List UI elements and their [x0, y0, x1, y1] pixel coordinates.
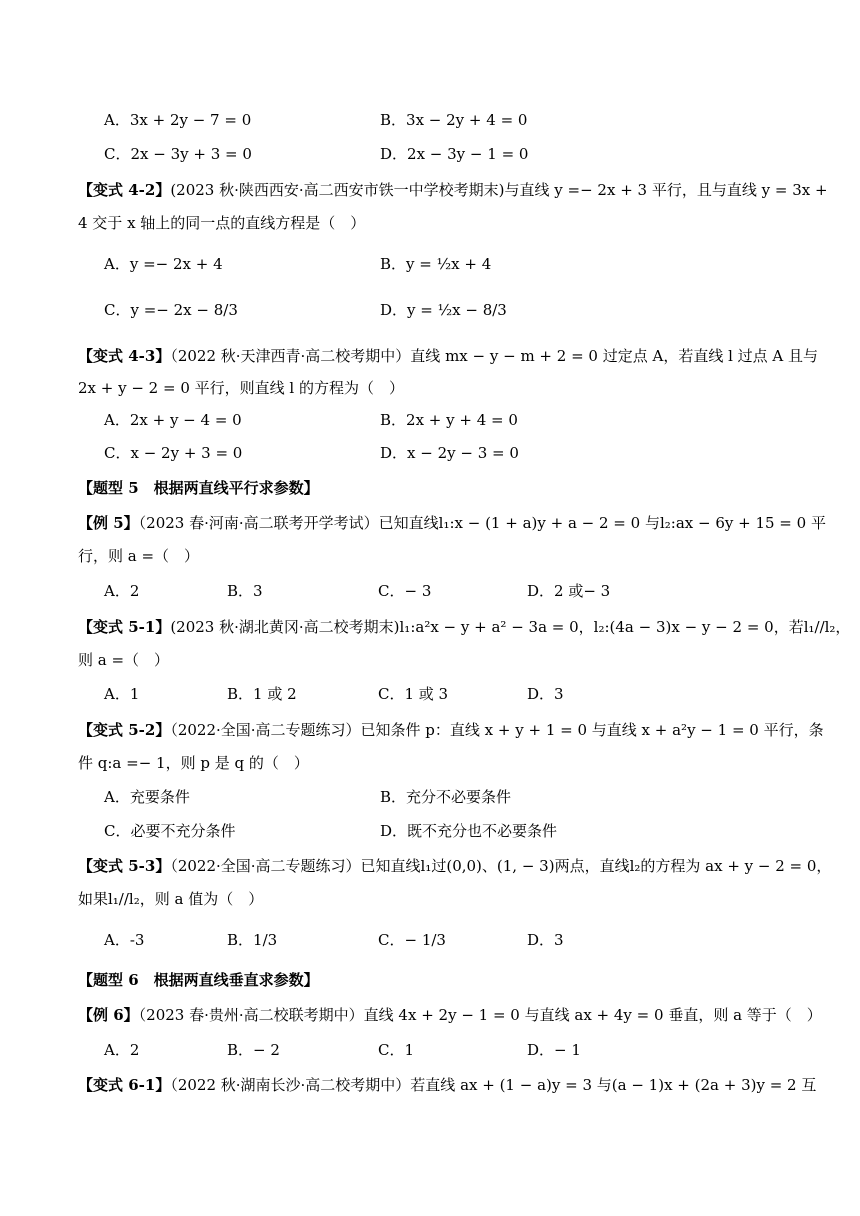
- option-b: B．1/3: [227, 931, 278, 949]
- question-text-cont: 如果l₁//l₂，则 a 值为（ ）: [78, 890, 264, 908]
- option-b: B．3: [227, 582, 263, 600]
- option-a: A．3x + 2y − 7 = 0: [104, 111, 252, 129]
- option-d: D．既不充分也不必要条件: [380, 822, 558, 840]
- option-c: C．1 或 3: [378, 685, 449, 703]
- option-a: A．2: [104, 582, 140, 600]
- option-a: A．充要条件: [104, 788, 190, 806]
- option-c: C．必要不充分条件: [104, 822, 236, 840]
- section-heading-type-6: 【题型 6 根据两直线垂直求参数】: [78, 971, 319, 989]
- question-4-3: [78, 346, 818, 366]
- option-c: C．1: [378, 1041, 415, 1059]
- option-a: A．2: [104, 1041, 140, 1059]
- option-a: A．2x + y − 4 = 0: [104, 411, 242, 429]
- option-c: C．− 3: [378, 582, 432, 600]
- option-d: D．3: [527, 685, 564, 703]
- option-d: D．2x − 3y − 1 = 0: [380, 145, 529, 163]
- question-text-cont: 4 交于 x 轴上的同一点的直线方程是（ ）: [78, 214, 366, 232]
- option-d: D．− 1: [527, 1041, 581, 1059]
- option-b: B．− 2: [227, 1041, 280, 1059]
- option-d: D．x − 2y − 3 = 0: [380, 444, 519, 462]
- option-c: C．2x − 3y + 3 = 0: [104, 145, 252, 163]
- option-d: D．2 或− 3: [527, 582, 611, 600]
- option-b: B．3x − 2y + 4 = 0: [380, 111, 528, 129]
- question-text: （2022 秋·天津西青·高二校考期中）直线 mx − y − m + 2 = 0 过定点 A，若直线 l 过点 A 且与: [170, 347, 819, 365]
- question-tag: 【例 5】: [78, 514, 139, 532]
- example-5: [78, 513, 826, 533]
- option-b: B．y = ½x + 4: [380, 255, 492, 273]
- option-b: B．1 或 2: [227, 685, 297, 703]
- question-text: （2022·全国·高二专题练习）已知直线l₁过(0,0)、(1, − 3)两点，直线l₂的方程为 ax + y − 2 = 0，: [170, 857, 832, 875]
- question-tag: 【变式 5-2】: [78, 721, 171, 739]
- option-a: A．-3: [104, 931, 145, 949]
- question-text: (2023 秋·陕西西安·高二西安市铁一中学校考期末)与直线 y =− 2x + 3 平行，且与直线 y = 3x +: [170, 181, 828, 199]
- option-a: A．y =− 2x + 4: [104, 255, 223, 273]
- question-tag: 【变式 6-1】: [78, 1076, 171, 1094]
- question-text: (2023 秋·湖北黄冈·高二校考期末)l₁:a²x − y + a² − 3a = 0，l₂:(4a − 3)x − y − 2 = 0，若l₁//l₂，: [170, 618, 851, 636]
- section-heading-type-5: 【题型 5 根据两直线平行求参数】: [78, 479, 319, 497]
- question-tag: 【变式 4-3】: [78, 347, 171, 365]
- question-5-2: [78, 720, 824, 740]
- option-c: C．x − 2y + 3 = 0: [104, 444, 243, 462]
- question-4-2: [78, 180, 828, 200]
- option-b: B．充分不必要条件: [380, 788, 512, 806]
- option-c: C．− 1/3: [378, 931, 446, 949]
- example-6: [78, 1005, 822, 1025]
- option-a: A．1: [104, 685, 140, 703]
- question-5-3: [78, 856, 831, 876]
- question-text: （2022·全国·高二专题练习）已知条件 p：直线 x + y + 1 = 0 与直线 x + a²y − 1 = 0 平行，条: [170, 721, 824, 739]
- question-tag: 【例 6】: [78, 1006, 139, 1024]
- question-text-cont: 行，则 a =（ ）: [78, 547, 200, 565]
- option-d: D．3: [527, 931, 564, 949]
- question-text: （2023 春·贵州·高二校联考期中）直线 4x + 2y − 1 = 0 与直线 ax + 4y = 0 垂直，则 a 等于（ ）: [138, 1006, 822, 1024]
- option-b: B．2x + y + 4 = 0: [380, 411, 518, 429]
- question-text-cont: 2x + y − 2 = 0 平行，则直线 l 的方程为（ ）: [78, 379, 404, 397]
- question-5-1: [78, 617, 850, 637]
- question-text: （2022 秋·湖南长沙·高二校考期中）若直线 ax + (1 − a)y = 3 与(a − 1)x + (2a + 3)y = 2 互: [170, 1076, 817, 1094]
- option-c: C．y =− 2x − 8/3: [104, 301, 238, 319]
- question-text-cont: 则 a =（ ）: [78, 651, 170, 669]
- question-6-1: [78, 1075, 816, 1095]
- question-tag: 【变式 5-3】: [78, 857, 171, 875]
- question-tag: 【变式 5-1】: [78, 618, 171, 636]
- question-tag: 【变式 4-2】: [78, 181, 171, 199]
- question-text-cont: 件 q:a =− 1，则 p 是 q 的（ ）: [78, 754, 309, 772]
- option-d: D．y = ½x − 8/3: [380, 301, 507, 319]
- question-text: （2023 春·河南·高二联考开学考试）已知直线l₁:x − (1 + a)y + a − 2 = 0 与l₂:ax − 6y + 15 = 0 平: [138, 514, 826, 532]
